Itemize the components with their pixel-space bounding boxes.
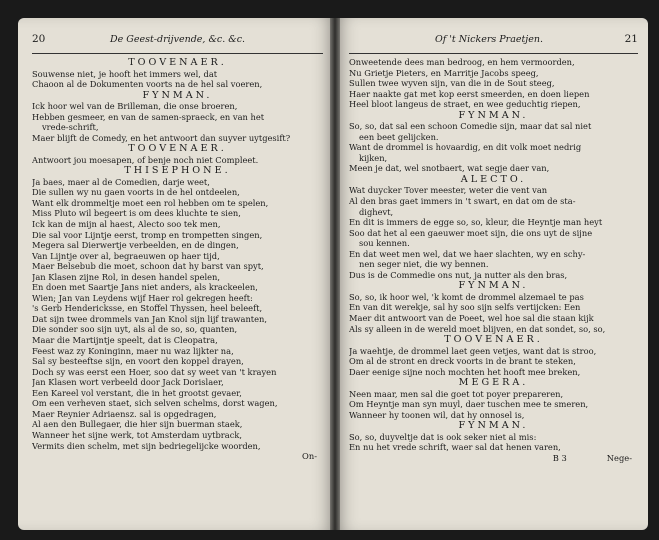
verse-line: Als sy alleen in de wereld moet blijven, en dat sondet, so, so, <box>349 323 606 334</box>
speaker-heading: FYNMAN. <box>458 109 529 121</box>
verse-continuation: vrede-schrift, <box>42 122 99 133</box>
verse-line: Haer naakte gat met kop eerst smeerden, en doen liepen <box>349 88 590 99</box>
left-head-rule <box>32 53 323 54</box>
left-text-block <box>32 57 323 451</box>
verse-line: Jan Klasen zijne Rol, in desen handel spelen, <box>32 271 221 282</box>
verse-line: Miss Pluto wil begeert is om dees kluchte te sien, <box>32 208 241 219</box>
right-page <box>335 18 648 530</box>
verse-continuation: kijken, <box>359 152 388 163</box>
verse-line: Want de drommel is hovaardig, en dit volk moet nedrig <box>349 142 582 153</box>
verse-line: Maer Reynier Adriaensz. sal is opgedragen, <box>32 408 217 419</box>
verse-line: Want elk drommeltje moet een rol hebben om te spelen, <box>32 197 269 208</box>
verse-line: Souwense niet, je hooft het immers wel, dat <box>32 68 218 79</box>
left-catchword-text: On- <box>302 451 317 462</box>
verse-line: Heel bloot langeus de straet, en wee geduchtig riepen, <box>349 99 581 110</box>
verse-line: Van Lijntje over al, begraeuwen op haer tijd, <box>32 250 220 261</box>
verse-line: Hebben gesmeer, en van de samen-spraeck, en van het <box>32 111 265 122</box>
speaker-heading: THISEPHONE. <box>124 165 231 177</box>
verse-line: Wat duycker Tover meester, weter die vent van <box>349 185 548 196</box>
verse-line: Al aen den Bullegaer, die hier sijn buerman staek, <box>32 419 243 430</box>
verse-line: En nu het vrede schrift, waer sal dat henen varen, <box>349 442 561 453</box>
verse-line: Ick kan de mijn al haest, Alecto soo tek men, <box>32 219 221 230</box>
verse-line: En van dit werekje, sal hy soo sijn selfs vertijcken: Een <box>349 302 581 313</box>
left-page-number: 20 <box>32 33 46 45</box>
verse-line: Maer dit antwoort van de Poeet, wel hoe sal die staan kijk <box>349 312 594 323</box>
verse-line: Nu Grietje Pieters, en Marritje Jacobs speeg, <box>349 67 539 78</box>
speaker-heading: TOOVENAER. <box>128 143 227 155</box>
verse-line: Sullen twee wyven sijn, van die in de Sout steeg, <box>349 78 555 89</box>
left-page <box>18 18 335 530</box>
right-running-head <box>349 34 638 48</box>
verse-line: Wanneer hy toonen wil, dat hy onnosel is, <box>349 409 525 420</box>
verse-line: Om een verheven staet, sich selven schelms, dorst wagen, <box>32 398 278 409</box>
verse-line: Een Kareel vol verstant, die in het grootst gevaer, <box>32 387 242 398</box>
verse-line: 's Gerb Hendericksse, en Stoffel Thyssen, heel beleeft, <box>32 303 263 314</box>
left-page-body <box>32 34 323 524</box>
verse-line: Maer Belsebub die moet, schoon dat hy barst van spyt, <box>32 261 264 272</box>
verse-line: Dus is de Commedie ons nut, ja nutter als den bras, <box>349 269 568 280</box>
verse-line: Chaoon al de Dokumenten voorts na de hel sal voeren, <box>32 79 263 90</box>
verse-line: Megera sal Dierwertje verbeelden, en de dingen, <box>32 240 239 251</box>
verse-line: Om Heyntje man syn muyl, daer tuschen mee te smeren, <box>349 399 589 410</box>
verse-line: Ja waehtje, de drommel laet geen vetjes, want dat is stroo, <box>349 345 597 356</box>
verse-line: So, so, duyveltje dat is ook seker niet al mis: <box>349 431 537 442</box>
speaker-heading: TOOVENAER. <box>444 334 543 346</box>
verse-continuation: nen seger niet, die wy bennen. <box>359 259 489 270</box>
verse-line: En doen met Saartje Jans niet anders, als krackeelen, <box>32 282 258 293</box>
verse-continuation: een beet gelijcken. <box>359 131 439 142</box>
verse-line: Om al de stront en dreck voorts in de brant te steken, <box>349 356 576 367</box>
verse-line: Doch sy was eerst een Hoer, soo dat sy weet van 't krayen <box>32 366 277 377</box>
book-gutter <box>330 18 340 530</box>
verse-line: Wien; Jan van Leydens wijf Haer rol gekregen heeft: <box>32 292 253 303</box>
verse-line: Maar die Martijntje speelt, dat is Cleopatra, <box>32 335 218 346</box>
left-running-title: De Geest-drijvende, &c. &c. <box>110 34 246 45</box>
verse-line: Die sal voor Lijntje eerst, tromp en trompetten singen, <box>32 229 263 240</box>
verse-line: Maer blijft de Comedy, en het antwoort dan suyver uytgesift? <box>32 132 291 143</box>
verse-line: Sal sy besteeftse sijn, en voort den koppel drayen, <box>32 356 244 367</box>
speaker-heading: ALECTO. <box>460 173 527 185</box>
verse-line: Ja baes, maer al de Comedien, darje weet, <box>32 176 210 187</box>
verse-line: Ick hoor wel van de Brilleman, die onse broeren, <box>32 101 238 112</box>
verse-continuation: sou kennen. <box>359 238 410 249</box>
right-signature: B 3 <box>552 452 567 463</box>
verse-line: Neen maar, men sal die goet tot poyer prepareren, <box>349 388 564 399</box>
verse-line: En dat weet men wel, dat we haer slachten, wy en schy- <box>349 248 586 259</box>
left-catchword <box>32 451 323 462</box>
right-running-title: Of 't Nickers Praetjen. <box>435 34 544 45</box>
verse-line: Feest waz zy Koninginn, maer nu waz lijkter na, <box>32 345 234 356</box>
verse-line: Dat sijn twee drommels van Jan Knol sijn lijf trawanten, <box>32 313 268 324</box>
verse-line: Soo dat het al een gaeuwer moet sijn, die ons uyt de sijne <box>349 227 593 238</box>
speaker-heading: TOOVENAER. <box>128 57 227 68</box>
book-spread <box>18 18 648 530</box>
right-page-number: 21 <box>624 33 638 45</box>
verse-line: Meen je dat, wel snotbaert, wat segje daer van, <box>349 163 550 174</box>
verse-line: Die sullen wy nu gaen voorts in de hel ontdeelen, <box>32 187 240 198</box>
verse-line: Vermits dien schelm, met sijn bedriegelijcke woorden, <box>32 440 261 451</box>
verse-line: Antwoort jou moesapen, of benje noch niet Compleet. <box>32 154 259 165</box>
verse-line: Jan Klasen wort verbeeld door Jack Dorislaer, <box>32 377 224 388</box>
speaker-heading: MEGERA. <box>458 377 529 389</box>
left-running-head <box>32 34 323 48</box>
right-signature-line <box>349 453 638 464</box>
speaker-heading: FYNMAN. <box>142 89 213 101</box>
verse-line: Die sonder soo sijn uyt, als al de so, so, quanten, <box>32 324 238 335</box>
right-text-block <box>349 57 638 453</box>
right-page-body <box>349 34 638 524</box>
verse-continuation: dighevt, <box>359 206 394 217</box>
speaker-heading: FYNMAN. <box>458 420 529 432</box>
verse-line: Al den bras gaet immers in 't swart, en dat om de sta- <box>349 196 576 207</box>
verse-line: En dit is immers de egge so, so, kleur, die Heyntje man heyt <box>349 217 603 228</box>
speaker-heading: FYNMAN. <box>458 280 529 292</box>
right-catchword: Nege- <box>606 452 632 463</box>
verse-line: So, so, ik hoor wel, 'k komt de drommel alzemael te pas <box>349 291 584 302</box>
verse-line: Wanneer het sijne werk, tot Amsterdam uytbrack, <box>32 429 243 440</box>
right-head-rule <box>349 53 638 54</box>
verse-line: Daer eenige sijne noch mochten het hooft mee breken, <box>349 366 581 377</box>
verse-line: So, so, dat sal een schoon Comedie sijn, maar dat sal niet <box>349 121 592 132</box>
verse-line: Onweetende dees man bedroog, en hem vermoorden, <box>349 57 575 67</box>
